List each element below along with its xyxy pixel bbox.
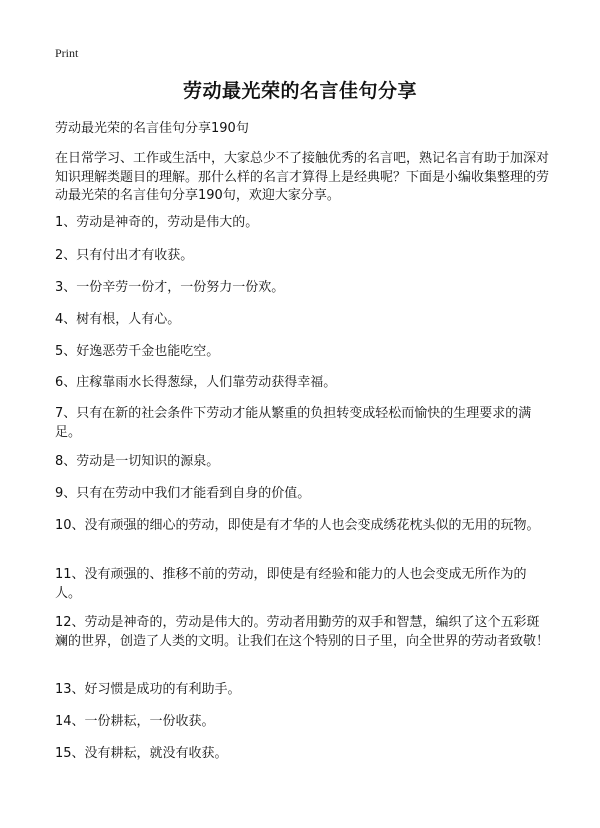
quote-item: 1、劳动是神奇的，劳动是伟大的。 bbox=[55, 215, 259, 230]
quote-item: 12、劳动是神奇的，劳动是伟大的。劳动者用勤劳的双手和智慧，编织了这个五彩斑斓的世界，创造了人类的文明。让我们在这个特别的日子里，向全世界的劳动者致敬！ bbox=[55, 615, 550, 649]
quote-item: 3、一份辛劳一份才，一份努力一份欢。 bbox=[55, 280, 285, 295]
quote-item: 10、没有顽强的细心的劳动，即使是有才华的人也会变成绣花枕头似的无用的玩物。 bbox=[55, 518, 540, 533]
document-subtitle: 劳动最光荣的名言佳句分享190句 bbox=[55, 121, 249, 136]
quote-item: 2、只有付出才有收获。 bbox=[55, 248, 194, 263]
page-title: 劳动最光荣的名言佳句分享 bbox=[182, 80, 417, 102]
quote-item: 14、一份耕耘，一份收获。 bbox=[55, 714, 215, 729]
quote-item: 13、好习惯是成功的有利助手。 bbox=[55, 682, 241, 697]
intro-paragraph: 在日常学习、工作或生活中，大家总少不了接触优秀的名言吧，熟记名言有助于加深对知识理解类题目的理解。那什么样的名言才算得上是经典呢？下面是小编收集整理的劳动最光荣的名言佳句分享190句，欢迎大家分享。 bbox=[55, 151, 550, 203]
quote-item: 4、树有根，人有心。 bbox=[55, 312, 181, 327]
quote-item: 15、没有耕耘，就没有收获。 bbox=[55, 746, 228, 761]
quote-item: 6、庄稼靠雨水长得葱绿，人们靠劳动获得幸福。 bbox=[55, 375, 337, 390]
quote-item: 8、劳动是一切知识的源泉。 bbox=[55, 454, 220, 469]
quote-item: 5、好逸恶劳千金也能吃空。 bbox=[55, 344, 220, 359]
quote-item: 7、只有在新的社会条件下劳动才能从繁重的负担转变成轻松而愉快的生理要求的满足。 bbox=[55, 406, 532, 440]
quote-item: 9、只有在劳动中我们才能看到自身的价值。 bbox=[55, 486, 311, 501]
print-link[interactable]: Print bbox=[55, 46, 79, 60]
quote-item: 11、没有顽强的、推移不前的劳动，即使是有经验和能力的人也会变成无所作为的人。 bbox=[55, 567, 527, 601]
